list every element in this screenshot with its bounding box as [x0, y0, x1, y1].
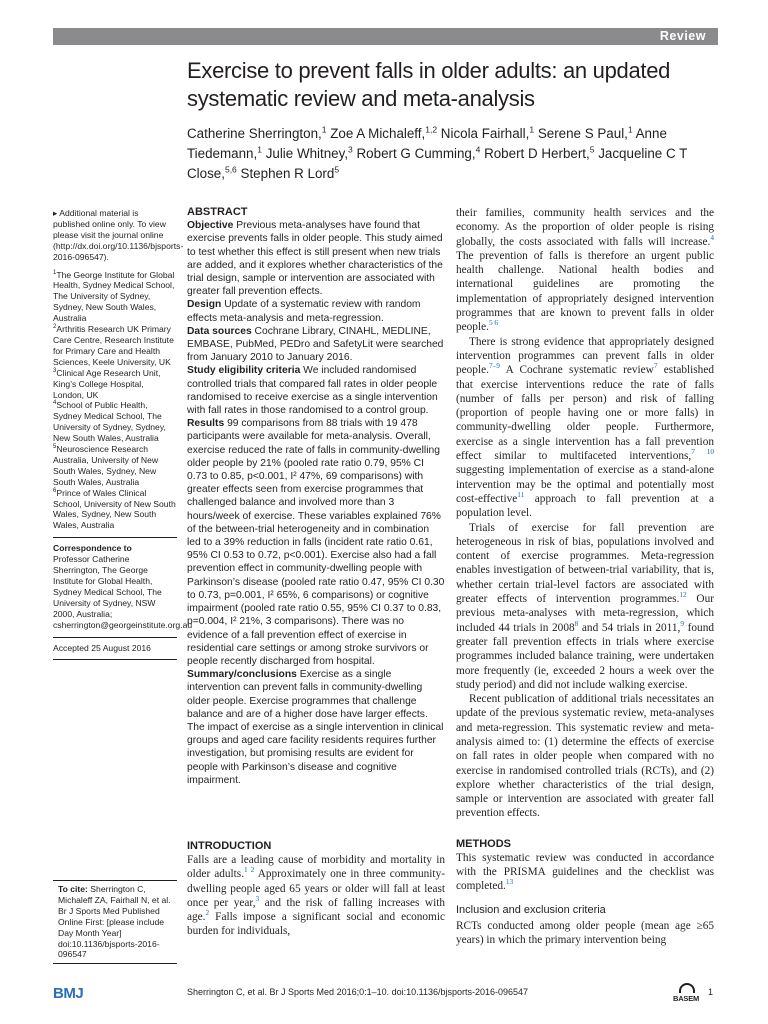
- affiliation-text: School of Public Health, Sydney Medical School, The University of Sydney, Sydney, New South Wales, Australia: [53, 400, 166, 444]
- body-text: Our previous meta-analyses with meta-regression, which included 44 trials in 2008: [456, 593, 714, 634]
- author-name: Anne Tiedemann,: [187, 126, 667, 161]
- basem-logo-text: BASEM: [673, 994, 700, 1003]
- body-text: their families, community health services and the economy. As the proportion of older people is rising globally, the costs associated with falls will increase.: [456, 207, 714, 248]
- author-affiliation: 1: [257, 144, 262, 155]
- affiliation-item: [53, 324, 177, 368]
- abstract-section-text: Update of a systematic review with random effects meta-analysis and meta-regression.: [187, 299, 421, 324]
- methods-heading: METHODS: [456, 837, 511, 850]
- body-paragraph: [456, 206, 714, 335]
- author-name: Robert D Herbert,: [484, 146, 590, 161]
- affiliation-number: 4: [53, 400, 57, 407]
- body-text: The prevention of falls is therefore an urgent public health challenge. National health bodies and international guidelines are promoting the implementation of appropriately designed intervention programmes that are known to prevent falls in older people.: [456, 249, 714, 334]
- abstract-section-label: Objective: [187, 220, 234, 232]
- body-text: This systematic review was conducted in accordance with the PRISMA guidelines and the checklist was completed.: [456, 851, 714, 893]
- body-paragraph: Recent publication of additional trials necessitates an update of the previous systematic review, meta-analyses and meta-regression. This systematic review and meta-analysis aimed to: (1) determine the effects of exercise on fall rates in older people when compared with no exercise in randomised controlled trials (RCTs), and (2) explore whether characteristics of the trial design, sample or intervention are associated with greater fall prevention effects.: [456, 693, 714, 820]
- divider: [53, 637, 177, 638]
- body-text: There is strong evidence that appropriately designed intervention programmes can prevent falls in older people.: [456, 335, 714, 377]
- abstract-section: [187, 364, 445, 417]
- abstract-section: [187, 298, 445, 324]
- author-affiliation: 1,2: [425, 124, 438, 135]
- abstract-section-label: Design: [187, 299, 222, 311]
- body-text: and 54 trials in 2011,: [578, 621, 681, 634]
- body-paragraph: RCTs conducted among older people (mean age ≥65 years) in which the primary intervention being: [456, 919, 714, 946]
- reference-link[interactable]: 4: [710, 232, 714, 242]
- reference-link[interactable]: 13: [505, 877, 514, 887]
- cite-text: Sherrington C, Michaleff ZA, Fairhall N, et al. Br J Sports Med Published Online First: [please include Day Month Year] doi:10.1136/bjsports-2016-096547: [58, 884, 171, 960]
- section-label: Review: [659, 29, 706, 43]
- affiliation-item: [53, 270, 177, 325]
- affiliation-item: [53, 444, 177, 488]
- abstract-section-label: Data sources: [187, 325, 252, 337]
- affiliation-text: Prince of Wales Clinical School, University of New South Wales, Sydney, New South Wales, Australia: [53, 487, 176, 531]
- additional-material-note[interactable]: ▸ Additional material is published online only. To view please visit the journal online (http://dx.doi.org/10.1136/bjsports-2016-096547).: [53, 208, 184, 262]
- introduction-paragraph: [187, 853, 445, 939]
- affiliation-number: 5: [53, 444, 57, 451]
- affiliation-number: 2: [53, 324, 57, 331]
- abstract: [187, 206, 445, 787]
- author-affiliation: 3: [348, 144, 353, 155]
- author-name: Jacqueline C T Close,: [187, 146, 688, 181]
- reference-link[interactable]: 3: [255, 894, 260, 904]
- abstract-section: [187, 417, 445, 668]
- body-text: Falls are a leading cause of morbidity and mortality in older adults.: [187, 854, 445, 881]
- body-text: found greater fall prevention effects in trials where exercise programmes included balance training, were undertaken more frequently (ie, exceeded 2 hours a week over the study period) and did not include walking exercise.: [456, 621, 715, 691]
- reference-link[interactable]: 7–9: [488, 361, 500, 371]
- body-text: Trials of exercise for fall prevention are heterogeneous in risk of bias, populations involved and content of exercise programmes. Meta-regression enables investigation of between-trial variability, that is, whether certain trial-level factors are associated with greater effects of intervention programmes.: [456, 521, 714, 606]
- citation-box: [53, 880, 177, 964]
- body-text: approach to fall prevention at a population level.: [456, 492, 714, 520]
- bmj-logo: BMJ: [53, 985, 84, 1002]
- affiliation-list: [53, 270, 177, 532]
- author-name: Nicola Fairhall,: [440, 126, 530, 141]
- correspondence-address: Professor Catherine Sherrington, The George Institute for Global Health, Sydney Medical School, The University of Sydney, NSW 2000, Australia; csherrington@georgeinstitute.org.au: [53, 554, 193, 630]
- cite-label: To cite:: [58, 884, 88, 894]
- author-affiliation: 5,6: [224, 164, 237, 175]
- author-name: Stephen R Lord: [240, 166, 335, 181]
- divider: [53, 537, 177, 538]
- article-title: Exercise to prevent falls in older adults: an updated systematic review and meta-analysis: [187, 58, 671, 111]
- reference-link[interactable]: 7: [653, 361, 658, 371]
- reference-link[interactable]: 9: [680, 618, 685, 628]
- introduction-section: [187, 839, 445, 939]
- author-name: Robert G Cumming,: [356, 146, 476, 161]
- author-name: Catherine Sherrington,: [187, 126, 322, 141]
- affiliation-item: [53, 488, 177, 532]
- reference-link[interactable]: 11: [517, 490, 525, 500]
- abstract-section-label: Summary/conclusions: [187, 669, 297, 681]
- page-number: 1: [708, 987, 714, 997]
- body-paragraph: [456, 851, 714, 894]
- main-column: [456, 206, 714, 947]
- abstract-section-text: Cochrane Library, CINAHL, MEDLINE, EMBASE, PubMed, PEDro and SafetyLit were searched from January 2010 to January 2016.: [187, 325, 444, 364]
- author-affiliation: 1: [627, 124, 633, 135]
- abstract-section: [187, 219, 445, 298]
- abstract-section: [187, 325, 445, 365]
- affiliation-item: [53, 368, 177, 401]
- sidebar-notes: [53, 208, 193, 665]
- section-label-bar: [53, 28, 718, 45]
- abstract-section-text: 99 comparisons from 88 trials with 19 478 participants were available for meta-analysis. Overall, exercise reduced the rate of falls in community-dwelling older people by 21% (pooled rate ratio 0.79, 95% CI 0.73 to 0.85, p<0.001, I² 47%, 69 comparisons) with greater effects seen from exercise programmes that challenged balance and involved more than 3 hours/week of exercise. These variables explained 76% of the between-trial heterogeneity and in combination led to a 39% reduction in falls (incident rate ratio 0.61, 95% CI 0.53 to 0.72, p<0.001). Exercise also had a fall prevention effect in community-dwelling people with Parkinson’s disease (pooled rate ratio 0.47, 95% CI 0.30 to 0.73, p=0.001, I² 65%, 6 comparisons) or cognitive impairment (pooled rate ratio 0.55, 95% CI 0.37 to 0.83, p=0.004, I² 21%, 3 comparisons). There was no evidence of a fall prevention effect of exercise in residential care settings or among stroke survivors or people recently discharged from hospital.: [187, 418, 445, 667]
- divider: [53, 659, 177, 660]
- reference-link[interactable]: 8: [574, 618, 579, 628]
- affiliation-text: Arthritis Research UK Primary Care Centre, Research Institute for Primary Care and Health Sciences, Keele University, UK: [53, 324, 174, 367]
- abstract-section-text: Previous meta-analyses have found that exercise prevents falls in older people. This study aimed to test whether this effect is still present when new trials are added, and it explores whether characteristics of the trial design, sample or intervention are associated with greater fall prevention effects.: [187, 220, 443, 298]
- author-name: Zoe A Michaleff,: [330, 126, 426, 141]
- correspondence-label: Correspondence to: [53, 543, 132, 554]
- body-text: A Cochrane systematic review: [499, 364, 654, 377]
- affiliation-number: 6: [53, 487, 57, 494]
- author-affiliation: 5: [334, 164, 340, 175]
- inclusion-heading: Inclusion and exclusion criteria: [456, 903, 606, 916]
- affiliation-number: 3: [53, 367, 57, 374]
- abstract-section-text: We included randomised controlled trials that compared fall rates in older people randomised to receive exercise as a single intervention with fall rates in those randomised to a control group.: [187, 365, 438, 417]
- body-text: suggesting implementation of exercise as a stand-alone intervention may be the optimal and potentially most cost-effective: [456, 464, 714, 505]
- affiliation-text: Clinical Age Research Unit, King’s College Hospital, London, UK: [53, 367, 161, 400]
- accepted-date: Accepted 25 August 2016: [53, 642, 151, 653]
- body-text: Approximately one in three community-dwelling people aged 65 years or older will fall at least once per year,: [187, 868, 445, 909]
- abstract-heading: ABSTRACT: [187, 206, 248, 218]
- affiliation-item: [53, 400, 177, 444]
- body-text: Falls impose a significant social and economic burden for individuals,: [187, 911, 445, 938]
- basem-logo: [673, 983, 703, 1005]
- reference-link[interactable]: 7 10: [691, 447, 714, 457]
- author-list: [187, 124, 732, 184]
- reference-link[interactable]: 5 6: [488, 318, 499, 328]
- body-paragraph: [456, 521, 714, 693]
- author-affiliation: 5: [589, 144, 595, 155]
- affiliation-text: Neuroscience Research Australia, University of New South Wales, Sydney, New South Wales, Australia: [53, 444, 159, 487]
- footer-citation: Sherrington C, et al. Br J Sports Med 2016;0:1–10. doi:10.1136/bjsports-2016-096547: [187, 987, 529, 997]
- abstract-section: [187, 668, 445, 787]
- abstract-section-label: Results: [187, 418, 225, 430]
- reference-link[interactable]: 2: [205, 908, 210, 918]
- author-affiliation: 1: [321, 124, 327, 135]
- author-affiliation: 1: [529, 124, 535, 135]
- affiliation-text: The George Institute for Global Health, Sydney Medical School, The University of Sydney, Sydney, New South Wales, Australia: [53, 269, 175, 324]
- affiliation-number: 1: [53, 269, 57, 276]
- body-text: established that exercise interventions reduce the rate of falls (number of falls per person) and risk of falling (proportion of people having one or more falls) in community-dwelling older people. Furthermore, exercise as a single intervention has a fall prevention effect similar to multifaceted interventions,: [456, 364, 714, 463]
- introduction-heading: INTRODUCTION: [187, 840, 272, 852]
- body-paragraph: [456, 335, 714, 521]
- basem-emblem-icon: [679, 983, 695, 993]
- author-name: Julie Whitney,: [265, 146, 349, 161]
- abstract-section-text: Exercise as a single intervention can prevent falls in community-dwelling older people. Exercise programmes that challenge balance and are of a higher dose have larger effects. The impact of exercise as a single intervention in clinical groups and aged care facility residents requires further investigation, but promising results are evident for people with Parkinson’s disease and cognitive impairment.: [187, 669, 444, 786]
- reference-link[interactable]: 12: [679, 590, 687, 600]
- body-text: and the risk of falling increases with age.: [187, 896, 445, 924]
- author-affiliation: 4: [475, 144, 481, 155]
- abstract-section-label: Study eligibility criteria: [187, 365, 301, 377]
- author-name: Serene S Paul,: [537, 126, 628, 141]
- reference-link[interactable]: 1 2: [244, 865, 255, 875]
